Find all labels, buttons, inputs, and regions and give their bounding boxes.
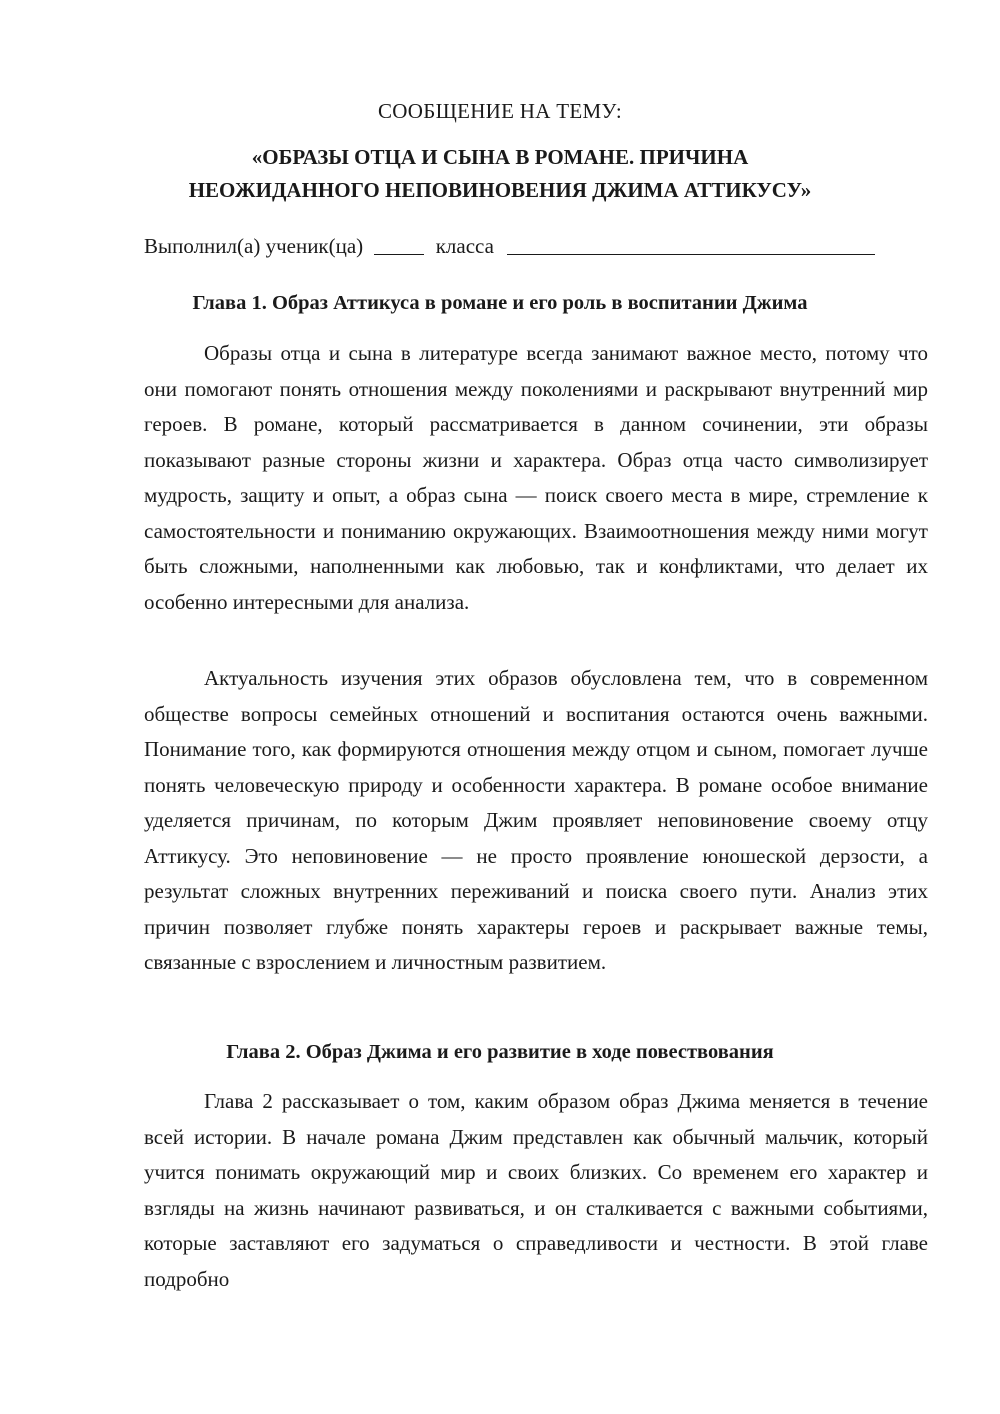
chapter-2-heading: Глава 2. Образ Джима и его развитие в ходе повествования — [226, 1041, 774, 1063]
author-prefix: Выполнил(а) ученик(ца) — [144, 234, 364, 258]
class-number-blank — [374, 234, 424, 255]
class-word: класса — [435, 234, 494, 258]
document-title-line-2: НЕОЖИДАННОГО НЕПОВИНОВЕНИЯ ДЖИМА АТТИКУСУ» — [188, 178, 812, 202]
chapter-1-paragraph-1: Образы отца и сына в литературе всегда занимают важное место, потому что они помогают понять отношения между поколениями и раскрывают внутренний мир героев. В романе, который рассматривается в данном сочинении, эти образы показывают разные стороны жизни и характера. Образ отца часто символизирует мудрость, защиту и опыт, а образ сына — поиск своего места в мире, стремление к самостоятельности и пониманию окружающих. Взаимоотношения между ними могут быть сложными, наполненными как любовью, так и конфликтами, что делает их особенно интересными для анализа. — [144, 341, 928, 614]
document-title-line-1: «ОБРАЗЫ ОТЦА И СЫНА В РОМАНЕ. ПРИЧИНА — [251, 145, 749, 169]
class-letter-blank — [507, 234, 875, 255]
document-type-line: СООБЩЕНИЕ НА ТЕМУ: — [377, 99, 623, 123]
chapter-1-paragraph-2: Актуальность изучения этих образов обусловлена тем, что в современном обществе вопросы семейных отношений и воспитания остаются очень важными. Понимание того, как формируются отношения между отцом и сыном, помогает лучше понять человеческую природу и особенности характера. В романе особое внимание уделяется причинам, по которым Джим проявляет неповиновение своему отцу Аттикусу. Это неповиновение — не просто проявление юношеской дерзости, а результат сложных внутренних переживаний и поиска своего пути. Анализ этих причин позволяет глубже понять характеры героев и раскрывает важные темы, связанные с взрослением и личностным развитием. — [144, 666, 928, 974]
author-line — [144, 230, 934, 262]
chapter-2-paragraph-1: Глава 2 рассказывает о том, каким образом образ Джима меняется в течение всей истории. В начале романа Джим представлен как обычный мальчик, который учится понимать окружающий мир и своих близких. Со временем его характер и взгляды на жизнь начинают развиваться, и он сталкивается с важными событиями, которые заставляют его задуматься о справедливости и честности. В этой главе подробно — [144, 1089, 928, 1291]
chapter-1-heading: Глава 1. Образ Аттикуса в романе и его роль в воспитании Джима — [192, 292, 808, 314]
